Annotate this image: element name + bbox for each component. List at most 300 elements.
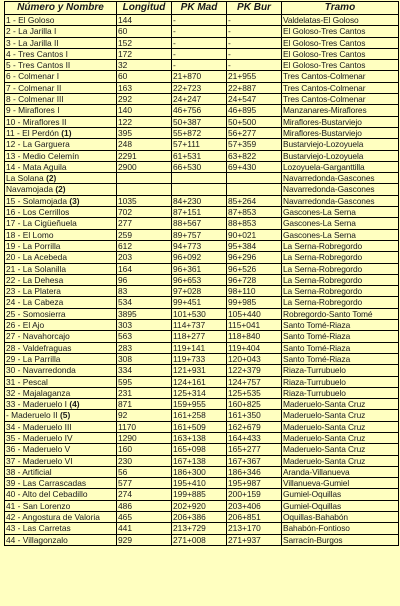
cell-pk-mad: 118+277: [172, 331, 227, 342]
cell-length: 2291: [117, 150, 172, 161]
tunnel-name: 42 - Angostura de Valoria: [6, 512, 100, 523]
cell-pk-mad: 55+872: [172, 127, 227, 138]
cell-length: 152: [117, 37, 172, 48]
cell-name: [5, 240, 117, 251]
cell-pk-bur: 69+430: [227, 161, 282, 172]
cell-length: 534: [117, 297, 172, 308]
table-row: [5, 240, 399, 251]
cell-name: [5, 466, 117, 477]
cell-name: [5, 263, 117, 274]
table-row: [5, 229, 399, 240]
cell-name: [5, 173, 117, 184]
tunnel-name: 12 - La Garguera: [6, 139, 70, 150]
cell-length: 60: [117, 26, 172, 37]
cell-length: 160: [117, 444, 172, 455]
cell-pk-mad: 199+885: [172, 489, 227, 500]
cell-length: 122: [117, 116, 172, 127]
cell-name: [5, 26, 117, 37]
cell-tramo: Valdelatas-El Goloso: [282, 15, 399, 26]
tunnel-name: 22 - La Dehesa: [6, 274, 64, 285]
table-row: [5, 207, 399, 218]
table-row: [5, 376, 399, 387]
cell-pk-mad: 88+567: [172, 218, 227, 229]
table-row: [5, 308, 399, 319]
cell-pk-mad: 66+530: [172, 161, 227, 172]
cell-pk-bur: 162+679: [227, 421, 282, 432]
cell-pk-mad: [172, 173, 227, 184]
cell-tramo: Robregordo-Santo Tomé: [282, 308, 399, 319]
table-row: [5, 37, 399, 48]
table-row: [5, 218, 399, 229]
cell-tramo: Santo Tomé-Riaza: [282, 320, 399, 331]
table-row: [5, 274, 399, 285]
tunnel-name: 37 - Maderuelo VI: [6, 455, 73, 466]
cell-pk-bur: 119+404: [227, 342, 282, 353]
table-row: [5, 444, 399, 455]
cell-pk-mad: 84+230: [172, 195, 227, 206]
cell-pk-bur: 90+021: [227, 229, 282, 240]
cell-tramo: Bustarviejo-Lozoyuela: [282, 150, 399, 161]
table-row: [5, 466, 399, 477]
cell-tramo: Maderuelo-Santa Cruz: [282, 432, 399, 443]
cell-pk-mad: 121+931: [172, 365, 227, 376]
tunnel-name: 5 - Tres Cantos II: [6, 60, 71, 71]
cell-pk-bur: 99+985: [227, 297, 282, 308]
cell-name: [5, 342, 117, 353]
cell-pk-bur: 46+895: [227, 105, 282, 116]
tunnel-name: 40 - Alto del Cebadillo: [6, 489, 88, 500]
tunnel-name: 35 - Maderuelo IV: [6, 432, 73, 443]
cell-length: 274: [117, 489, 172, 500]
cell-pk-mad: 163+138: [172, 432, 227, 443]
cell-name: [5, 478, 117, 489]
cell-length: 2900: [117, 161, 172, 172]
cell-pk-mad: 161+509: [172, 421, 227, 432]
cell-name: [5, 444, 117, 455]
cell-tramo: Gascones-La Serna: [282, 207, 399, 218]
header-length: Longitud: [117, 2, 172, 15]
cell-pk-bur: 125+535: [227, 387, 282, 398]
cell-name: [5, 195, 117, 206]
cell-pk-mad: 24+247: [172, 94, 227, 105]
tunnel-name: 19 - La Porrilla: [6, 240, 61, 251]
cell-length: 172: [117, 48, 172, 59]
cell-length: 1035: [117, 195, 172, 206]
cell-pk-mad: -: [172, 15, 227, 26]
cell-name: [5, 116, 117, 127]
tunnel-name: 41 - San Lorenzo: [6, 500, 71, 511]
cell-tramo: El Goloso-Tres Cantos: [282, 26, 399, 37]
cell-tramo: La Serna-Robregordo: [282, 297, 399, 308]
cell-length: 292: [117, 94, 172, 105]
cell-pk-mad: 125+314: [172, 387, 227, 398]
cell-length: 929: [117, 534, 172, 545]
table-row: [5, 286, 399, 297]
header-row: [5, 2, 399, 15]
tunnel-name: 30 - Navarredonda: [6, 365, 76, 376]
cell-tramo: El Goloso-Tres Cantos: [282, 37, 399, 48]
cell-pk-bur: -: [227, 26, 282, 37]
cell-name: [5, 512, 117, 523]
tunnel-name: 11 - El Perdón: [6, 127, 59, 138]
cell-pk-mad: 119+733: [172, 353, 227, 364]
cell-name: [5, 489, 117, 500]
cell-pk-mad: 97+028: [172, 286, 227, 297]
footnote-marker: (3): [69, 195, 80, 206]
cell-pk-mad: 22+723: [172, 82, 227, 93]
cell-pk-mad: 213+729: [172, 523, 227, 534]
table-row: [5, 512, 399, 523]
tunnel-name: 26 - El Ajo: [6, 320, 45, 331]
cell-tramo: Gascones-La Serna: [282, 218, 399, 229]
cell-tramo: Villanueva-Gumiel: [282, 478, 399, 489]
cell-tramo: Miraflores-Bustarviejo: [282, 116, 399, 127]
tunnel-name: Navamojada: [6, 184, 54, 195]
cell-pk-bur: 164+433: [227, 432, 282, 443]
cell-tramo: Maderuelo-Santa Cruz: [282, 455, 399, 466]
tunnel-name: 23 - La Platera: [6, 286, 61, 297]
tunnel-name: La Solana: [6, 173, 44, 184]
tunnel-name: 29 - La Parrilla: [6, 353, 61, 364]
table-body: [5, 15, 399, 546]
cell-length: 871: [117, 399, 172, 410]
cell-length: 92: [117, 410, 172, 421]
cell-length: 441: [117, 523, 172, 534]
cell-pk-bur: 98+110: [227, 286, 282, 297]
cell-tramo: Maderuelo-Santa Cruz: [282, 444, 399, 455]
cell-name: [5, 410, 117, 421]
cell-tramo: La Serna-Robregordo: [282, 263, 399, 274]
cell-pk-bur: 63+822: [227, 150, 282, 161]
cell-pk-bur: 96+526: [227, 263, 282, 274]
cell-name: [5, 82, 117, 93]
tunnel-name: 9 - Miraflores I: [6, 105, 60, 116]
cell-name: [5, 139, 117, 150]
cell-pk-mad: 89+757: [172, 229, 227, 240]
cell-length: 203: [117, 252, 172, 263]
cell-name: [5, 286, 117, 297]
cell-pk-bur: 213+170: [227, 523, 282, 534]
footnote-marker: (1): [61, 127, 72, 138]
cell-tramo: Riaza-Turrubuelo: [282, 387, 399, 398]
tunnel-name: 7 - Colmenar II: [6, 82, 62, 93]
cell-pk-mad: 50+387: [172, 116, 227, 127]
cell-pk-bur: 165+277: [227, 444, 282, 455]
cell-pk-bur: 56+277: [227, 127, 282, 138]
cell-pk-mad: 21+870: [172, 71, 227, 82]
cell-pk-mad: 61+531: [172, 150, 227, 161]
cell-pk-bur: [227, 184, 282, 195]
cell-length: 595: [117, 376, 172, 387]
cell-pk-bur: 120+043: [227, 353, 282, 364]
header-tramo: Tramo: [282, 2, 399, 15]
footnote-marker: (4): [69, 399, 80, 410]
tunnel-name: 25 - Somosierra: [6, 308, 66, 319]
table-row: [5, 297, 399, 308]
cell-tramo: Gumiel-Oquillas: [282, 489, 399, 500]
cell-tramo: Bustarviejo-Lozoyuela: [282, 139, 399, 150]
cell-pk-mad: 167+138: [172, 455, 227, 466]
cell-pk-bur: 22+887: [227, 82, 282, 93]
table-row: [5, 82, 399, 93]
tunnel-name: 8 - Colmenar III: [6, 94, 64, 105]
cell-pk-bur: 88+853: [227, 218, 282, 229]
cell-pk-bur: -: [227, 15, 282, 26]
cell-tramo: Tres Cantos-Colmenar: [282, 71, 399, 82]
table-row: [5, 421, 399, 432]
footnote-marker: (5): [60, 410, 71, 421]
table-row: [5, 320, 399, 331]
cell-tramo: Navarredonda-Gascones: [282, 184, 399, 195]
cell-tramo: La Serna-Robregordo: [282, 274, 399, 285]
tunnel-name: 1 - El Goloso: [6, 15, 55, 25]
cell-pk-mad: 101+530: [172, 308, 227, 319]
cell-pk-bur: 21+955: [227, 71, 282, 82]
cell-tramo: Manzanares-Miraflores: [282, 105, 399, 116]
cell-length: 702: [117, 207, 172, 218]
cell-name: [5, 207, 117, 218]
cell-name: [5, 297, 117, 308]
cell-pk-bur: 105+440: [227, 308, 282, 319]
table-row: [5, 116, 399, 127]
table-row: [5, 331, 399, 342]
cell-length: 140: [117, 105, 172, 116]
table-row: [5, 500, 399, 511]
tunnel-name: - Maderuelo II: [6, 410, 58, 421]
cell-tramo: Miraflores-Bustarviejo: [282, 127, 399, 138]
cell-name: [5, 353, 117, 364]
table-row: [5, 399, 399, 410]
cell-tramo: Navarredonda-Gascones: [282, 195, 399, 206]
cell-tramo: Riaza-Turrubuelo: [282, 376, 399, 387]
tunnel-name: 36 - Maderuelo V: [6, 444, 71, 455]
cell-name: [5, 229, 117, 240]
tunnel-name: 6 - Colmenar I: [6, 71, 60, 82]
table-row: [5, 105, 399, 116]
cell-pk-mad: 114+737: [172, 320, 227, 331]
cell-name: [5, 308, 117, 319]
tunnel-name: 21 - La Solanilla: [6, 263, 67, 274]
cell-name: [5, 534, 117, 545]
cell-tramo: El Goloso-Tres Cantos: [282, 60, 399, 71]
table-row: [5, 534, 399, 545]
tunnel-name: 34 - Maderuelo III: [6, 421, 72, 432]
cell-name: [5, 161, 117, 172]
cell-pk-mad: 57+111: [172, 139, 227, 150]
cell-tramo: Gumiel-Oquillas: [282, 500, 399, 511]
cell-pk-mad: 124+161: [172, 376, 227, 387]
cell-pk-bur: -: [227, 37, 282, 48]
tunnel-name: 31 - Pescal: [6, 376, 48, 387]
cell-name: [5, 48, 117, 59]
cell-pk-mad: 195+410: [172, 478, 227, 489]
header-pk-mad: PK Mad: [172, 2, 227, 15]
tunnels-table: [4, 1, 399, 546]
cell-length: 230: [117, 455, 172, 466]
cell-pk-mad: -: [172, 48, 227, 59]
cell-name: [5, 455, 117, 466]
cell-length: [117, 184, 172, 195]
tunnel-name: 33 - Maderuelo I: [6, 399, 67, 410]
cell-pk-bur: 203+406: [227, 500, 282, 511]
cell-pk-mad: 206+386: [172, 512, 227, 523]
tunnel-name: 4 - Tres Cantos I: [6, 48, 68, 59]
cell-name: [5, 37, 117, 48]
cell-length: 283: [117, 342, 172, 353]
cell-name: [5, 432, 117, 443]
cell-length: 1290: [117, 432, 172, 443]
table-row: [5, 184, 399, 195]
cell-name: [5, 105, 117, 116]
cell-tramo: El Goloso-Tres Cantos: [282, 48, 399, 59]
tunnel-name: 20 - La Acebeda: [6, 252, 68, 263]
table-row: [5, 139, 399, 150]
cell-length: 231: [117, 387, 172, 398]
cell-name: [5, 421, 117, 432]
cell-tramo: Maderuelo-Santa Cruz: [282, 399, 399, 410]
table-row: [5, 353, 399, 364]
table-row: [5, 478, 399, 489]
cell-pk-bur: 87+853: [227, 207, 282, 218]
cell-pk-bur: 195+987: [227, 478, 282, 489]
cell-pk-bur: 186+346: [227, 466, 282, 477]
cell-name: [5, 365, 117, 376]
cell-name: [5, 399, 117, 410]
cell-pk-mad: 186+300: [172, 466, 227, 477]
tunnel-name: 24 - La Cabeza: [6, 297, 64, 308]
cell-name: [5, 274, 117, 285]
cell-tramo: Gascones-La Serna: [282, 229, 399, 240]
cell-pk-bur: 160+825: [227, 399, 282, 410]
cell-pk-bur: 200+159: [227, 489, 282, 500]
cell-pk-bur: 118+840: [227, 331, 282, 342]
cell-name: [5, 184, 117, 195]
cell-pk-mad: 165+098: [172, 444, 227, 455]
cell-tramo: Oquillas-Bahabón: [282, 512, 399, 523]
cell-length: 3895: [117, 308, 172, 319]
cell-length: 83: [117, 286, 172, 297]
cell-tramo: Tres Cantos-Colmenar: [282, 94, 399, 105]
cell-name: [5, 376, 117, 387]
cell-pk-mad: 271+008: [172, 534, 227, 545]
cell-name: [5, 523, 117, 534]
cell-pk-mad: -: [172, 26, 227, 37]
cell-tramo: Santo Tomé-Riaza: [282, 353, 399, 364]
cell-tramo: Tres Cantos-Colmenar: [282, 82, 399, 93]
cell-pk-mad: 202+920: [172, 500, 227, 511]
header-name: Número y Nombre: [5, 2, 117, 15]
table-row: [5, 432, 399, 443]
cell-pk-mad: 96+092: [172, 252, 227, 263]
cell-pk-bur: 122+379: [227, 365, 282, 376]
cell-tramo: Sarracín-Burgos: [282, 534, 399, 545]
cell-pk-bur: [227, 173, 282, 184]
cell-pk-mad: 159+955: [172, 399, 227, 410]
cell-name: [5, 331, 117, 342]
cell-length: 144: [117, 15, 172, 26]
cell-length: 1170: [117, 421, 172, 432]
cell-length: 96: [117, 274, 172, 285]
cell-name: [5, 218, 117, 229]
tunnel-name: 3 - La Jarilla II: [6, 37, 59, 48]
table-row: [5, 60, 399, 71]
tunnel-name: 38 - Artificial: [6, 466, 52, 477]
cell-length: 395: [117, 127, 172, 138]
cell-tramo: Santo Tomé-Riaza: [282, 342, 399, 353]
cell-name: [5, 150, 117, 161]
cell-pk-bur: 206+851: [227, 512, 282, 523]
cell-pk-mad: 94+773: [172, 240, 227, 251]
footnote-marker: (2): [55, 184, 66, 195]
table-row: [5, 489, 399, 500]
cell-pk-mad: 87+151: [172, 207, 227, 218]
header-pk-bur: PK Bur: [227, 2, 282, 15]
table-row: [5, 26, 399, 37]
cell-tramo: Aranda-Villanueva: [282, 466, 399, 477]
cell-pk-bur: 57+359: [227, 139, 282, 150]
cell-pk-mad: 161+258: [172, 410, 227, 421]
cell-pk-bur: 96+296: [227, 252, 282, 263]
table-row: [5, 173, 399, 184]
table-row: [5, 150, 399, 161]
cell-length: 563: [117, 331, 172, 342]
table-row: [5, 15, 399, 26]
table-row: [5, 523, 399, 534]
cell-length: 32: [117, 60, 172, 71]
cell-length: 486: [117, 500, 172, 511]
cell-tramo: La Serna-Robregordo: [282, 240, 399, 251]
cell-pk-mad: [172, 184, 227, 195]
cell-length: [117, 173, 172, 184]
cell-length: 164: [117, 263, 172, 274]
cell-length: 60: [117, 71, 172, 82]
cell-tramo: Bahabón-Fontioso: [282, 523, 399, 534]
tunnel-name: 44 - Villagonzalo: [6, 534, 68, 545]
table-row: [5, 94, 399, 105]
cell-name: [5, 60, 117, 71]
cell-pk-mad: 99+451: [172, 297, 227, 308]
cell-tramo: La Serna-Robregordo: [282, 252, 399, 263]
cell-pk-mad: -: [172, 37, 227, 48]
cell-pk-bur: 115+041: [227, 320, 282, 331]
cell-pk-mad: 46+756: [172, 105, 227, 116]
cell-pk-bur: 50+500: [227, 116, 282, 127]
cell-pk-bur: 85+264: [227, 195, 282, 206]
tunnel-name: 13 - Medio Celemín: [6, 150, 80, 161]
table-row: [5, 342, 399, 353]
table-row: [5, 127, 399, 138]
tunnel-name: 32 - Majalaganza: [6, 387, 71, 398]
cell-pk-bur: -: [227, 60, 282, 71]
cell-tramo: Santo Tomé-Riaza: [282, 331, 399, 342]
tunnel-name: 14 - Mata Aguila: [6, 161, 67, 172]
tunnel-name: 16 - Los Cerrillos: [6, 207, 70, 218]
cell-length: 334: [117, 365, 172, 376]
tunnel-name: 15 - Solamojada: [6, 195, 67, 206]
cell-pk-mad: -: [172, 60, 227, 71]
cell-tramo: Riaza-Turrubuelo: [282, 365, 399, 376]
cell-tramo: Lozoyuela-Garganttilla: [282, 161, 399, 172]
tunnel-name: 27 - Navahorcajo: [6, 331, 70, 342]
cell-pk-mad: 119+141: [172, 342, 227, 353]
cell-length: 308: [117, 353, 172, 364]
cell-pk-bur: 167+367: [227, 455, 282, 466]
footnote-marker: (2): [46, 173, 57, 184]
cell-name: [5, 71, 117, 82]
table-row: [5, 48, 399, 59]
tunnel-name: 39 - Las Carrascadas: [6, 478, 87, 489]
cell-tramo: Maderuelo-Santa Cruz: [282, 410, 399, 421]
